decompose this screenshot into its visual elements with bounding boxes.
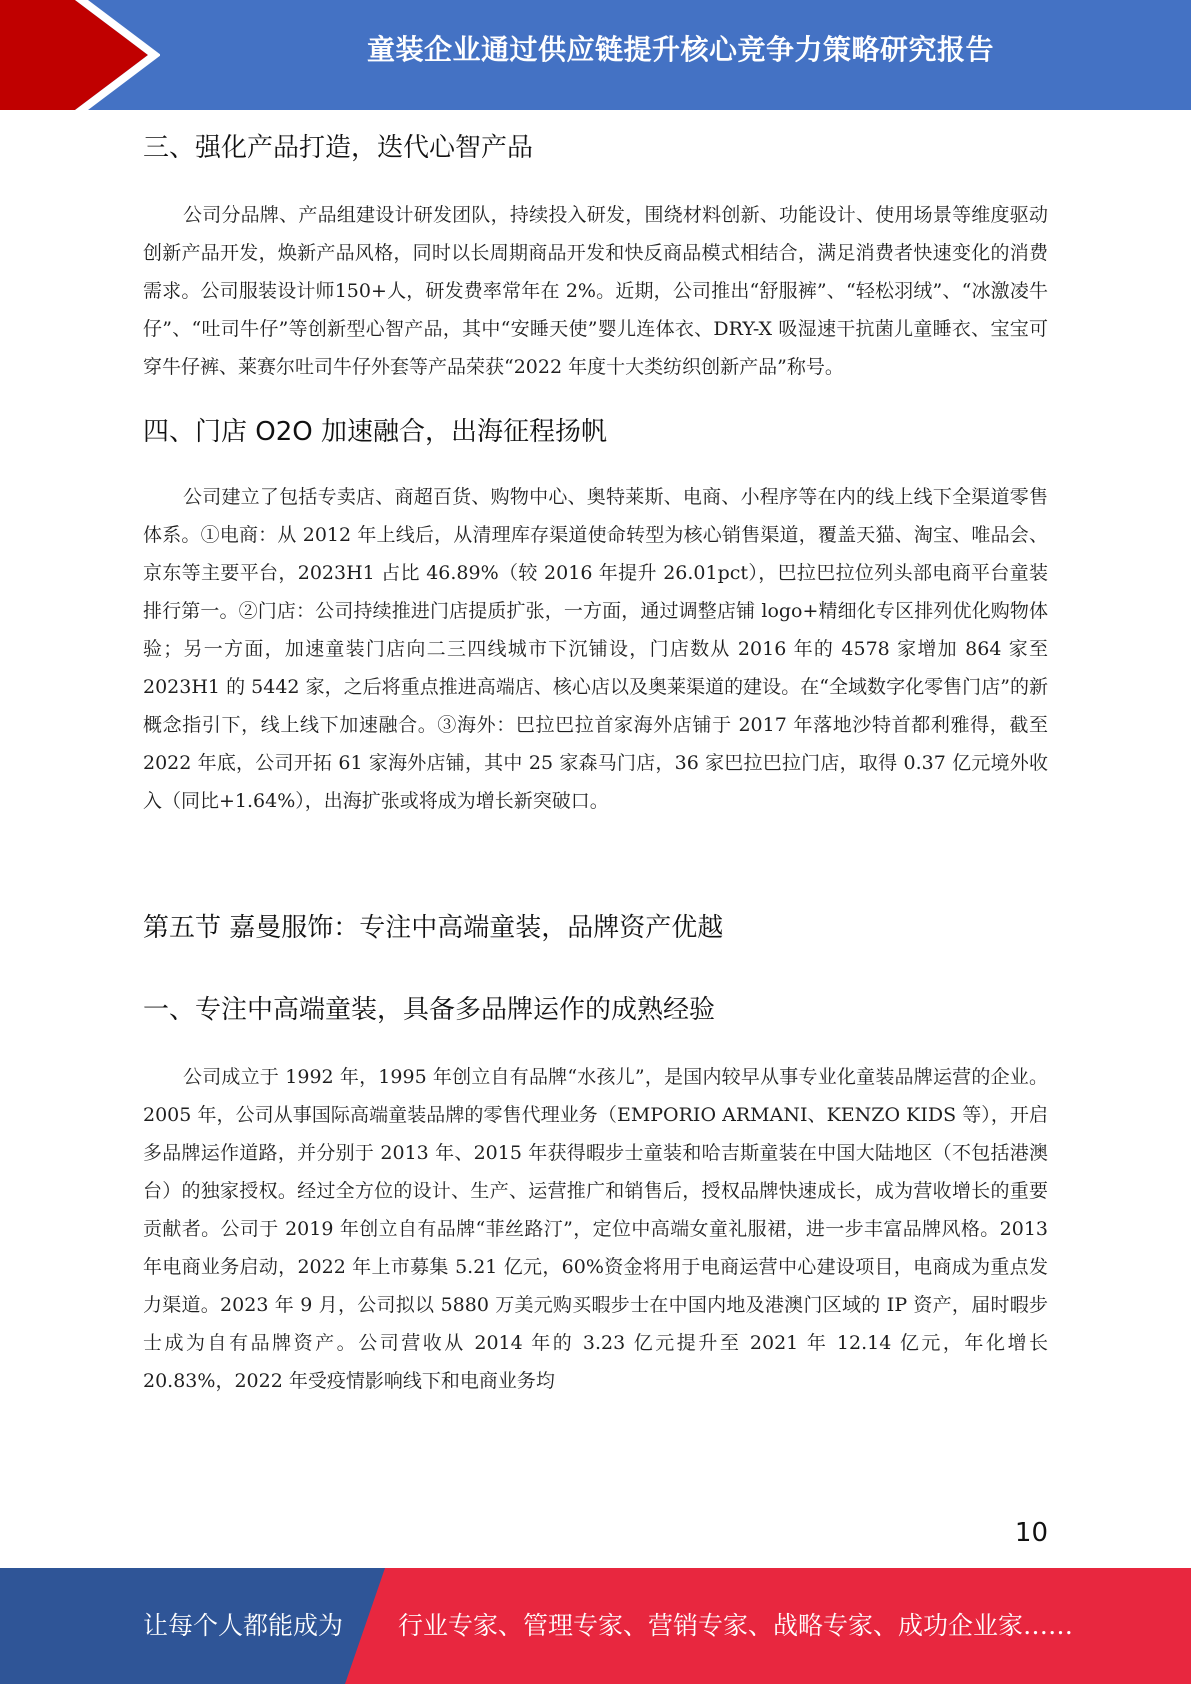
footer-slogan-right: 行业专家、管理专家、营销专家、战略专家、成功企业家…… <box>398 1611 1074 1640</box>
paragraph: 公司成立于 1992 年，1995 年创立自有品牌“水孩儿”，是国内较早从事专业化童装品牌运营的企业。2005 年，公司从事国际高端童装品牌的零售代理业务（EMPORIO ARMANI、KENZO KIDS 等），开启多品牌运作道路，并分别于 2013 年、2015 年获得暇步士童装和哈吉斯童装在中国大陆地区（不包括港澳台）的独家授权。经过全方位的设计、生产、运营推广和销售后，授权品牌快速成长，成为营收增长的重要贡献者。公司于 2019 年创立自有品牌“菲丝路汀”，定位中高端女童礼服裙，进一步丰富品牌风格。2013 年电商业务启动，2022 年上市募集 5.21 亿元，60%资金将用于电商运营中心建设项目，电商成为重点发力渠道。2023 年 9 月，公司拟以 5880 万美元购买暇步士在中国内地及港澳门区域的 IP 资产，届时暇步士成为自有品牌资产。公司营收从 2014 年的 3.23 亿元提升至 2021 年 12.14 亿元，年化增长 20.83%，2022 年受疫情影响线下和电商业务均 <box>143 1066 1048 1392</box>
report-title: 童装企业通过供应链提升核心竞争力策略研究报告 <box>366 33 994 66</box>
paragraph: 公司分品牌、产品组建设计研发团队，持续投入研发，围绕材料创新、功能设计、使用场景等维度驱动创新产品开发，焕新产品风格，同时以长周期商品开发和快反商品模式相结合，满足消费者快速变化的消费需求。公司服装设计师150+人，研发费率常年在 2%。近期，公司推出“舒服裤”、“轻松羽绒”、“冰激凌牛仔”、“吐司牛仔”等创新型心智产品，其中“安睡天使”婴儿连体衣、DRY-X 吸湿速干抗菌儿童睡衣、宝宝可穿牛仔裤、莱赛尔吐司牛仔外套等产品荣获“2022 年度十大类纺织创新产品”称号。 <box>143 204 1048 378</box>
footer-banner <box>0 1568 1191 1684</box>
footer-slogan-left: 让每个人都能成为 <box>143 1611 344 1640</box>
header-banner <box>0 0 1191 110</box>
chapter-heading: 第五节 嘉曼服饰：专注中高端童装，品牌资产优越 <box>143 913 724 943</box>
header-arrow-decoration <box>0 0 160 110</box>
document-body <box>143 110 1048 1400</box>
paragraph: 公司建立了包括专卖店、商超百货、购物中心、奥特莱斯、电商、小程序等在内的线上线下全渠道零售体系。①电商：从 2012 年上线后，从清理库存渠道使命转型为核心销售渠道，覆盖天猫、淘宝、唯品会、京东等主要平台，2023H1 占比 46.89%（较 2016 年提升 26.01pct），巴拉巴拉位列头部电商平台童装排行第一。②门店：公司持续推进门店提质扩张，一方面，通过调整店铺 logo+精细化专区排列优化购物体验；另一方面，加速童装门店向二三四线城市下沉铺设，门店数从 2016 年的 4578 家增加 864 家至 2023H1 的 5442 家，之后将重点推进高端店、核心店以及奥莱渠道的建设。在“全域数字化零售门店”的新概念指引下，线上线下加速融合。③海外：巴拉巴拉首家海外店铺于 2017 年落地沙特首都利雅得，截至 2022 年底，公司开拓 61 家海外店铺，其中 25 家森马门店，36 家巴拉巴拉门店，取得 0.37 亿元境外收入（同比+1.64%），出海扩张或将成为增长新突破口。 <box>143 486 1048 812</box>
section-heading: 三、强化产品打造，迭代心智产品 <box>143 133 534 163</box>
page-number: 10 <box>1014 1518 1048 1548</box>
section-heading: 一、专注中高端童装，具备多品牌运作的成熟经验 <box>143 995 716 1025</box>
section-heading: 四、门店 O2O 加速融合，出海征程扬帆 <box>143 417 608 447</box>
